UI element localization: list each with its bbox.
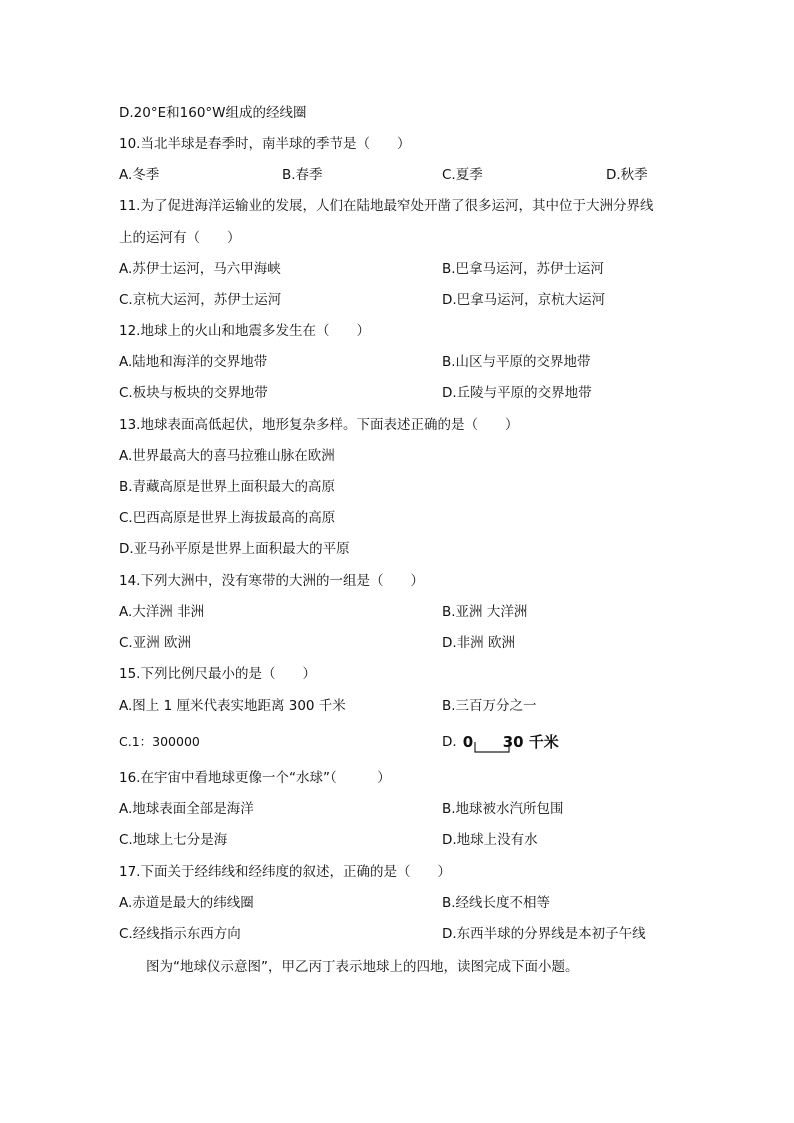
q10-option-c: C.夏季	[442, 167, 483, 183]
q13-option-b: B.青藏高原是世界上面积最大的高原	[119, 479, 336, 495]
q12-option-d: D.丘陵与平原的交界地带	[442, 385, 592, 401]
q11-option-a: A.苏伊士运河，马六甲海峡	[119, 261, 281, 277]
q12-option-a: A.陆地和海洋的交界地带	[119, 354, 268, 370]
q10-option-a: A.冬季	[119, 167, 160, 183]
q10-option-d: D.秋季	[606, 167, 648, 183]
q16-option-c: C.地球上七分是海	[119, 832, 228, 848]
q14-stem: 14.下列大洲中，没有寒带的大洲的一组是（ ）	[119, 573, 424, 589]
scale-zero-label: 0	[462, 733, 474, 751]
line-scale-bar	[457, 732, 567, 752]
q11-option-d: D.巴拿马运河，京杭大运河	[442, 292, 606, 308]
figure-intro: 图为“地球仪示意图”，甲乙丙丁表示地球上的四地，读图完成下面小题。	[146, 959, 579, 975]
q11-stem-line2: 上的运河有（ ）	[119, 230, 241, 246]
q10-stem: 10.当北半球是春季时，南半球的季节是（ ）	[119, 136, 411, 152]
q13-option-d: D.亚马孙平原是世界上面积最大的平原	[119, 541, 350, 557]
q15-option-a: A.图上 1 厘米代表实地距离 300 千米	[119, 698, 346, 714]
q14-option-d: D.非洲 欧洲	[442, 635, 515, 651]
q12-option-b: B.山区与平原的交界地带	[442, 354, 591, 370]
q15-option-d: D.	[442, 734, 457, 750]
q11-option-b: B.巴拿马运河，苏伊士运河	[442, 261, 605, 277]
q17-stem: 17.下面关于经纬线和经纬度的叙述，正确的是（ ）	[119, 864, 451, 880]
q15-option-c: C.1：300000	[119, 734, 200, 749]
q11-option-c: C.京杭大运河，苏伊士运河	[119, 292, 282, 308]
q13-option-a: A.世界最高大的喜马拉雅山脉在欧洲	[119, 448, 335, 464]
q13-option-c: C.巴西高原是世界上海拔最高的高原	[119, 510, 336, 526]
q15-option-b: B.三百万分之一	[442, 698, 537, 714]
q17-option-d: D.东西半球的分界线是本初子午线	[442, 926, 646, 942]
q15-option-d-wrap	[442, 732, 559, 752]
q17-option-c: C.经线指示东西方向	[119, 926, 241, 942]
q14-option-a: A.大洋洲 非洲	[119, 604, 205, 620]
q13-stem: 13.地球表面高低起伏，地形复杂多样。下面表述正确的是（ ）	[119, 417, 519, 433]
q14-option-c: C.亚洲 欧洲	[119, 635, 192, 651]
q12-stem: 12.地球上的火山和地震多发生在（ ）	[119, 323, 370, 339]
q16-option-d: D.地球上没有水	[442, 832, 538, 848]
q17-option-a: A.赤道是最大的纬线圈	[119, 895, 254, 911]
q11-stem-line1: 11.为了促进海洋运输业的发展，人们在陆地最窄处开凿了很多运河，其中位于大洲分界线	[119, 198, 654, 214]
q9-option-d: D.20°E和160°W组成的经线圈	[119, 105, 307, 121]
q15-stem: 15.下列比例尺最小的是（ ）	[119, 666, 316, 682]
q10-option-b: B.春季	[282, 167, 323, 183]
scale-end-label: 30 千米	[502, 733, 559, 751]
q16-option-a: A.地球表面全部是海洋	[119, 801, 254, 817]
q17-option-b: B.经线长度不相等	[442, 895, 551, 911]
q12-option-c: C.板块与板块的交界地带	[119, 385, 268, 401]
q16-stem: 16.在宇宙中看地球更像一个“水球”（ ）	[119, 770, 391, 786]
q16-option-b: B.地球被水汽所包围	[442, 801, 564, 817]
q14-option-b: B.亚洲 大洋洲	[442, 604, 528, 620]
